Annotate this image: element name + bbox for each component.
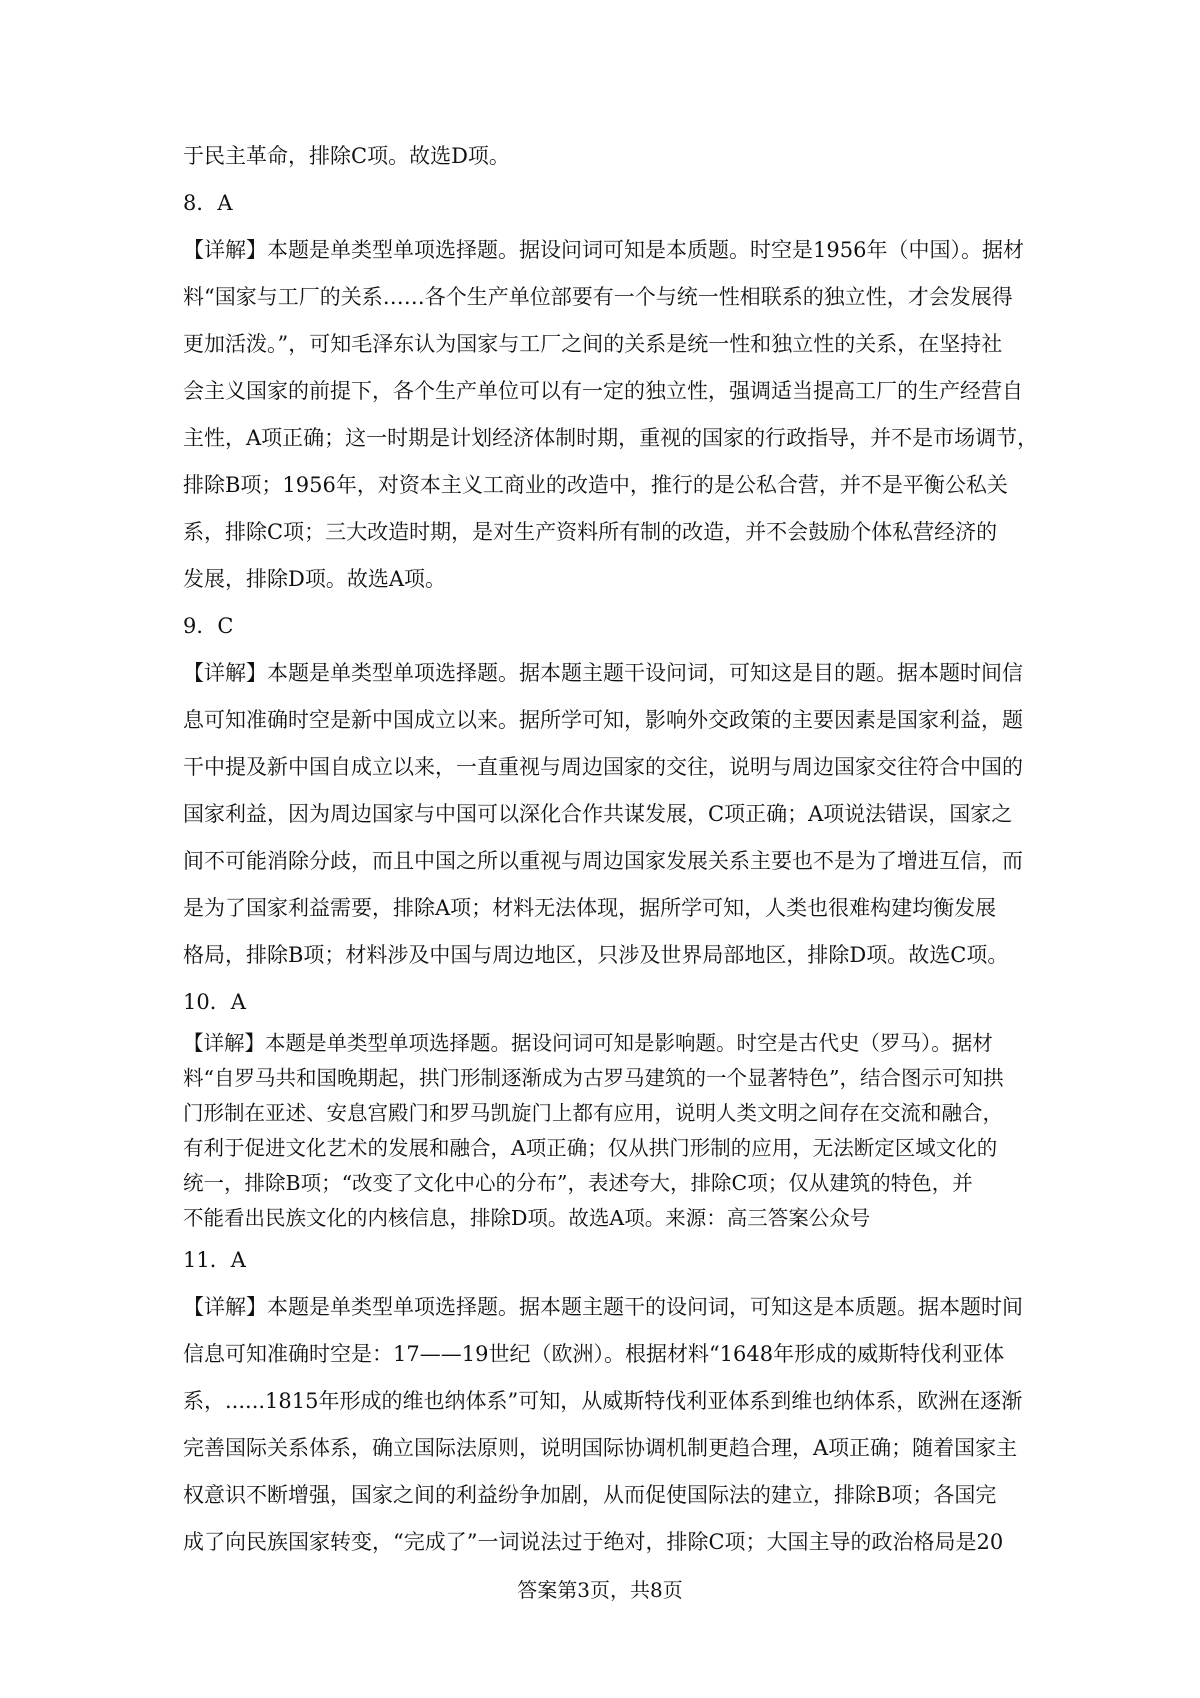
text-line: 门形制在亚述、安息宫殿门和罗马凯旋门上都有应用，说明人类文明之间存在交流和融合， (183, 1101, 1003, 1125)
text-line: 【详解】本题是单类型单项选择题。据本题主题干的设问词，可知这是本质题。据本题时间 (183, 1295, 1023, 1319)
text-line: 料“自罗马共和国晚期起，拱门形制逐渐成为古罗马建筑的一个显著特色”，结合图示可知拱 (183, 1066, 1004, 1090)
text-line: 干中提及新中国自成立以来，一直重视与周边国家的交往，说明与周边国家交往符合中国的 (183, 755, 1023, 779)
answer-heading-8: 8．A (183, 191, 233, 215)
answer-heading-9: 9．C (183, 614, 234, 638)
text-line: 料“国家与工厂的关系……各个生产单位部要有一个与统一性相联系的独立性，才会发展得 (183, 285, 1013, 309)
text-line: 有利于促进文化艺术的发展和融合，A项正确；仅从拱门形制的应用，无法断定区域文化的 (183, 1136, 998, 1160)
text-line: 成了向民族国家转变，“完成了”一词说法过于绝对，排除C项；大国主导的政治格局是20 (183, 1530, 1004, 1554)
text-line: 是为了国家利益需要，排除A项；材料无法体现，据所学可知，人类也很难构建均衡发展 (183, 896, 997, 920)
text-line: 完善国际关系体系，确立国际法原则，说明国际协调机制更趋合理，A项正确；随着国家主 (183, 1436, 1018, 1460)
text-line: 格局，排除B项；材料涉及中国与周边地区，只涉及世界局部地区，排除D项。故选C项。 (183, 943, 1009, 967)
text-line: 发展，排除D项。故选A项。 (183, 567, 447, 591)
text-line: 排除B项；1956年，对资本主义工商业的改造中，推行的是公私合营，并不是平衡公私关 (183, 473, 1008, 497)
text-line: 信息可知准确时空是：17——19世纪（欧洲）。根据材料“1648年形成的威斯特伐利亚体 (183, 1342, 1005, 1366)
text-line: 更加活泼。”，可知毛泽东认为国家与工厂之间的关系是统一性和独立性的关系，在坚持社 (183, 332, 1003, 356)
text-line: 不能看出民族文化的内核信息，排除D项。故选A项。来源：高三答案公众号 (183, 1206, 871, 1230)
text-line: 主性，A项正确；这一时期是计划经济体制时期，重视的国家的行政指导，并不是市场调节， (183, 426, 1039, 450)
text-line: 【详解】本题是单类型单项选择题。据设问词可知是影响题。时空是古代史（罗马）。据材 (183, 1031, 993, 1055)
text-line: 于民主革命，排除C项。故选D项。 (183, 144, 510, 168)
text-line: 【详解】本题是单类型单项选择题。据设问词可知是本质题。时空是1956年（中国）。据材 (183, 238, 1024, 262)
text-line: 息可知准确时空是新中国成立以来。据所学可知，影响外交政策的主要因素是国家利益，题 (183, 708, 1023, 732)
text-line: 国家利益，因为周边国家与中国可以深化合作共谋发展，C项正确；A项说法错误，国家之 (183, 802, 1013, 826)
page-footer: 答案第3页，共8页 (517, 1578, 683, 1602)
text-line: 统一，排除B项；“改变了文化中心的分布”，表述夸大，排除C项；仅从建筑的特色，并 (183, 1171, 973, 1195)
text-line: 【详解】本题是单类型单项选择题。据本题主题干设问词，可知这是目的题。据本题时间信 (183, 661, 1023, 685)
text-line: 间不可能消除分歧，而且中国之所以重视与周边国家发展关系主要也不是为了增进互信，而 (183, 849, 1023, 873)
text-line: 会主义国家的前提下，各个生产单位可以有一定的独立性，强调适当提高工厂的生产经营自 (183, 379, 1023, 403)
text-line: 系，......1815年形成的维也纳体系”可知，从威斯特伐利亚体系到维也纳体系，欧洲在逐渐 (183, 1389, 1023, 1413)
answer-heading-10: 10．A (183, 990, 246, 1014)
text-line: 权意识不断增强，国家之间的利益纷争加剧，从而促使国际法的建立，排除B项；各国完 (183, 1483, 997, 1507)
text-line: 系，排除C项；三大改造时期，是对生产资料所有制的改造，并不会鼓励个体私营经济的 (183, 520, 998, 544)
answer-heading-11: 11．A (183, 1248, 246, 1272)
